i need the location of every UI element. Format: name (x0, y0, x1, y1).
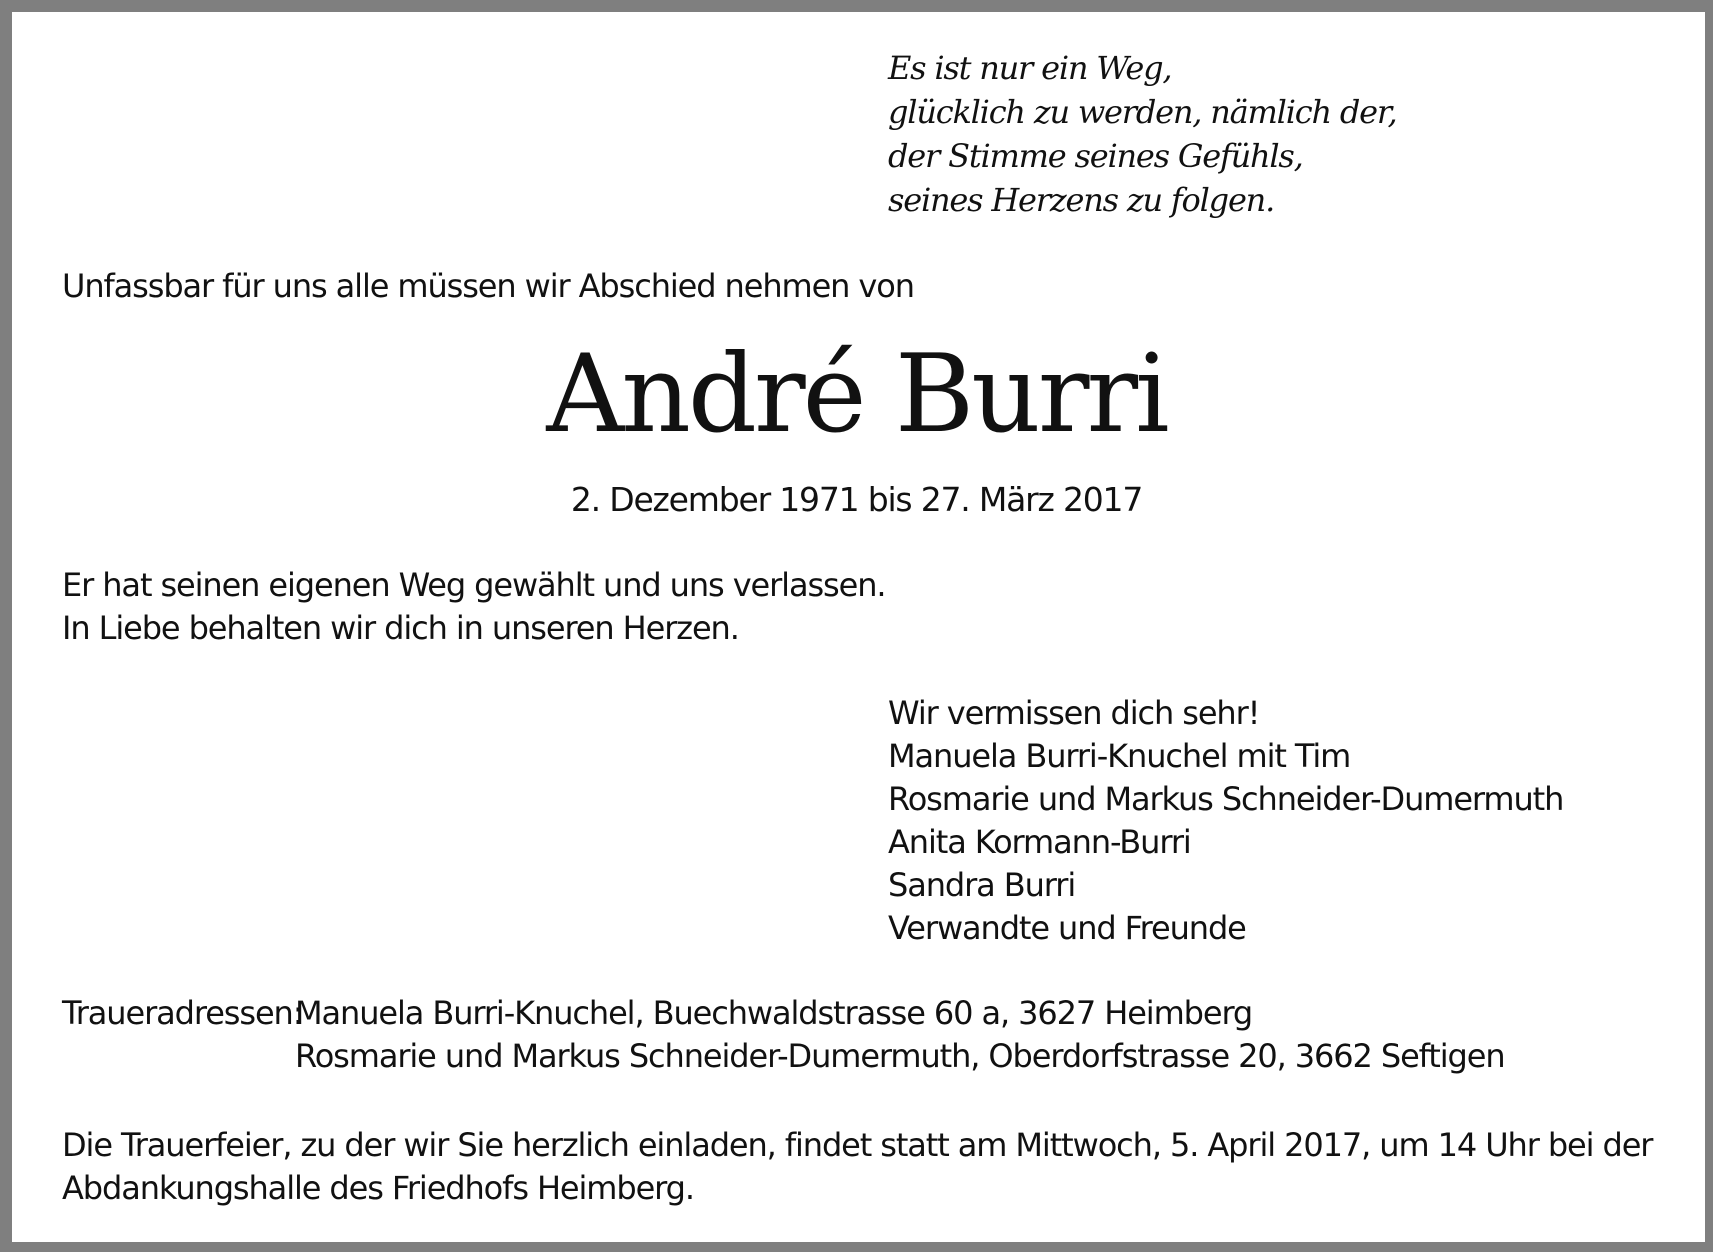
ceremony-info (62, 1124, 1682, 1210)
motto-line: seines Herzens zu folgen. (888, 181, 1275, 219)
address-entry: Rosmarie und Markus Schneider-Dumermuth, Oberdorfstrasse 20, 3662 Seftigen (295, 1037, 1505, 1075)
ceremony-line: Die Trauerfeier, zu der wir Sie herzlich einladen, findet statt am Mittwoch, 5. April 2017, um 14 Uhr bei der (62, 1126, 1653, 1164)
addresses-label: Traueradressen: (62, 994, 303, 1032)
motto-line: Es ist nur ein Weg, (888, 49, 1172, 87)
mourner-line: Manuela Burri-Knuchel mit Tim (888, 737, 1351, 775)
condolence-addresses (62, 992, 1505, 1078)
mourners-list (888, 692, 1563, 950)
message-line: In Liebe behalten wir dich in unseren Herzen. (62, 609, 739, 647)
intro-text: Unfassbar für uns alle müssen wir Abschied nehmen von (62, 267, 914, 305)
mourner-line: Rosmarie und Markus Schneider-Dumermuth (888, 780, 1564, 818)
motto-line: der Stimme seines Gefühls, (888, 137, 1303, 175)
mourner-line: Verwandte und Freunde (888, 909, 1246, 947)
addresses-label-spacer (62, 1035, 295, 1078)
motto-quote (888, 46, 1396, 222)
address-row (62, 1035, 1505, 1078)
ceremony-line: Abdankungshalle des Friedhofs Heimberg. (62, 1169, 694, 1207)
mourner-line: Anita Kormann-Burri (888, 823, 1191, 861)
mourner-line: Sandra Burri (888, 866, 1076, 904)
address-entry: Manuela Burri-Knuchel, Buechwaldstrasse 60 a, 3627 Heimberg (295, 994, 1253, 1032)
farewell-message (62, 564, 885, 650)
message-line: Er hat seinen eigenen Weg gewählt und uns verlassen. (62, 566, 886, 604)
motto-line: glücklich zu werden, nämlich der, (888, 93, 1397, 131)
mourner-line: Wir vermissen dich sehr! (888, 694, 1260, 732)
life-dates: 2. Dezember 1971 bis 27. März 2017 (570, 480, 1143, 519)
address-row (62, 992, 1505, 1035)
deceased-name: André Burri (546, 332, 1167, 457)
